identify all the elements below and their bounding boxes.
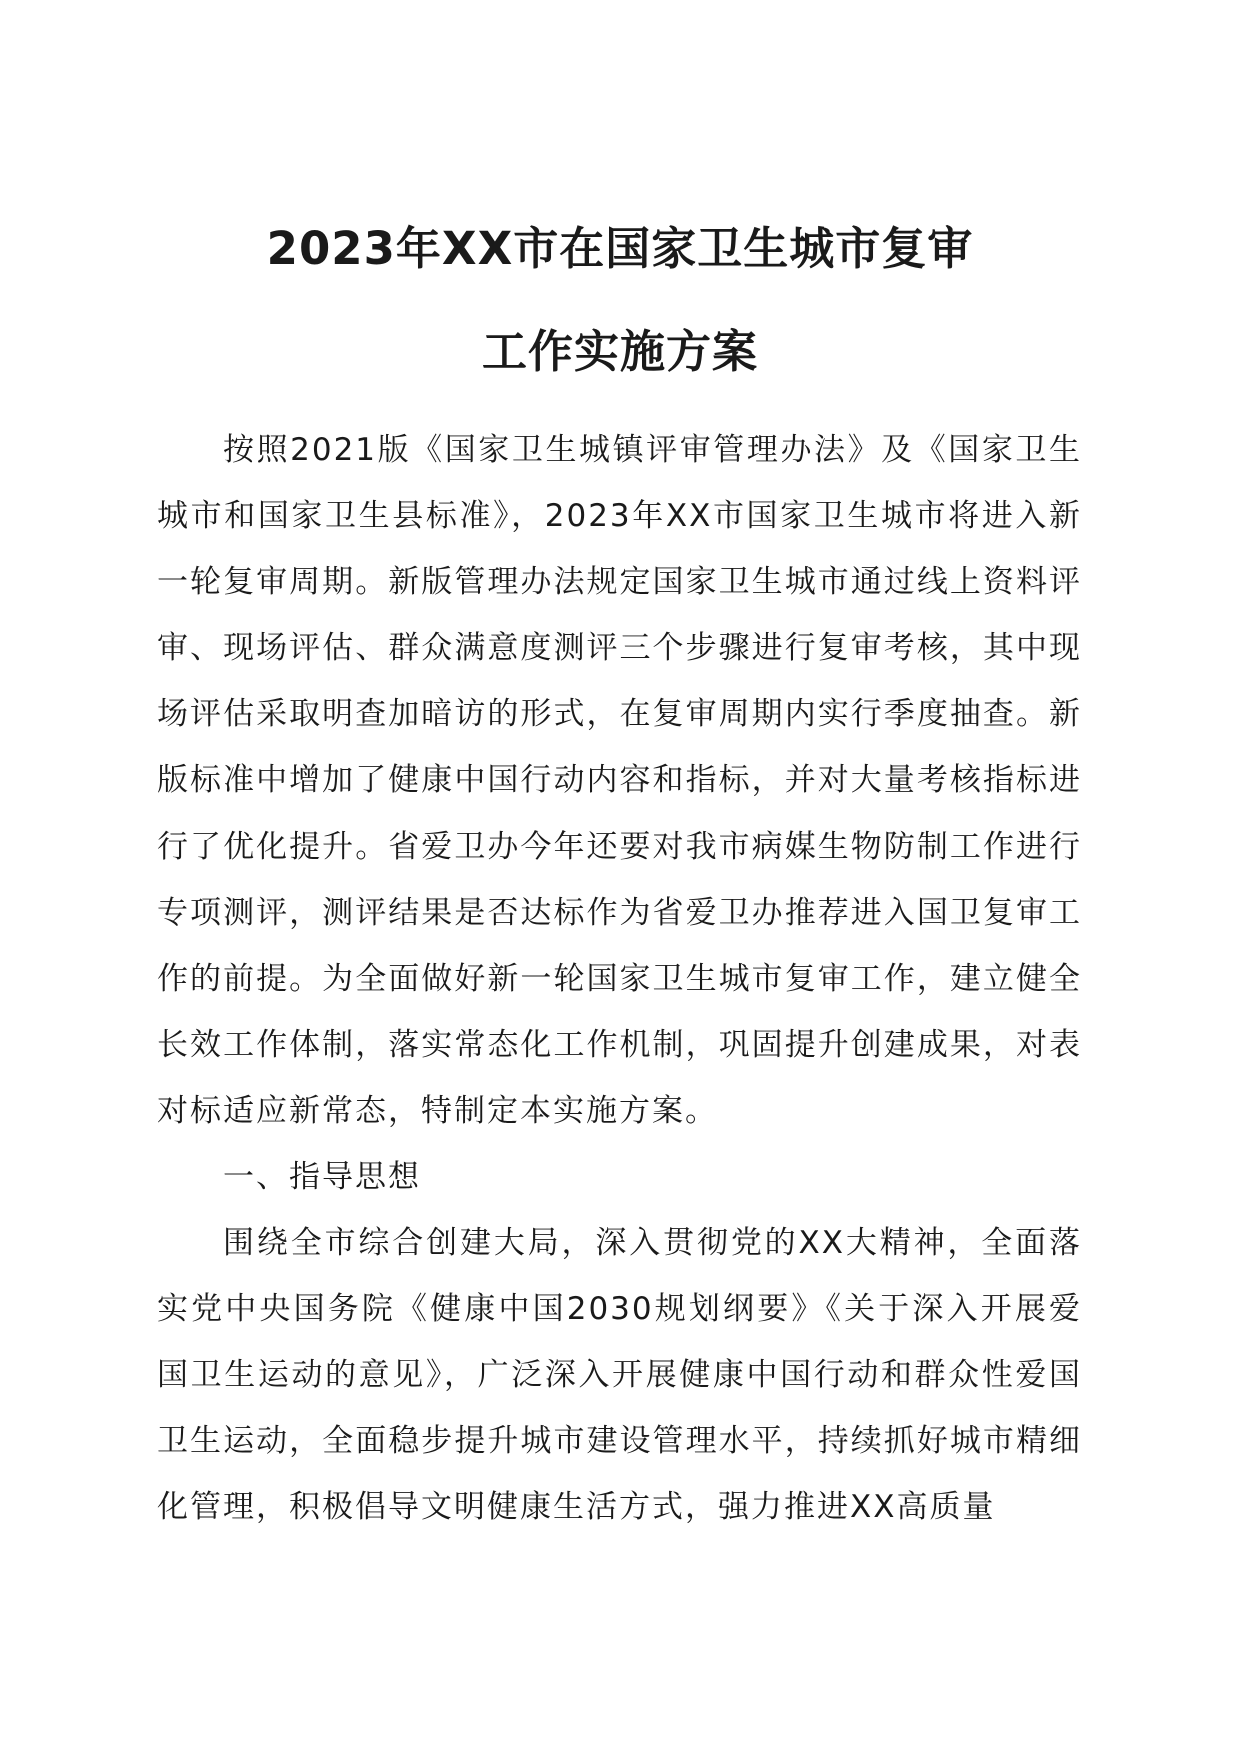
document-title-line-1: 2023年XX市在国家卫生城市复审	[266, 222, 974, 275]
document-title-line-2: 工作实施方案	[481, 325, 758, 378]
section-heading-guiding-ideology: 一、指导思想	[223, 1159, 421, 1195]
guiding-ideology-paragraph: 围绕全市综合创建大局，深入贯彻党的XX大精神，全面落实党中央国务院《健康中国2030规划纲要》《关于深入开展爱国卫生运动的意见》，广泛深入开展健康中国行动和群众性爱国卫生运动，全面稳步提升城市建设管理水平，持续抓好城市精细化管理，积极倡导文明健康生活方式，强力推进XX高质量	[157, 1225, 1082, 1526]
intro-paragraph: 按照2021版《国家卫生城镇评审管理办法》及《国家卫生城市和国家卫生县标准》，2023年XX市国家卫生城市将进入新一轮复审周期。新版管理办法规定国家卫生城市通过线上资料评审、现场评估、群众满意度测评三个步骤进行复审考核，其中现场评估采取明查加暗访的形式，在复审周期内实行季度抽查。新版标准中增加了健康中国行动内容和指标，并对大量考核指标进行了优化提升。省爱卫办今年还要对我市病媒生物防制工作进行专项测评，测评结果是否达标作为省爱卫办推荐进入国卫复审工作的前提。为全面做好新一轮国家卫生城市复审工作，建立健全长效工作体制，落实常态化工作机制，巩固提升创建成果，对表对标适应新常态，特制定本实施方案。	[157, 432, 1082, 1129]
